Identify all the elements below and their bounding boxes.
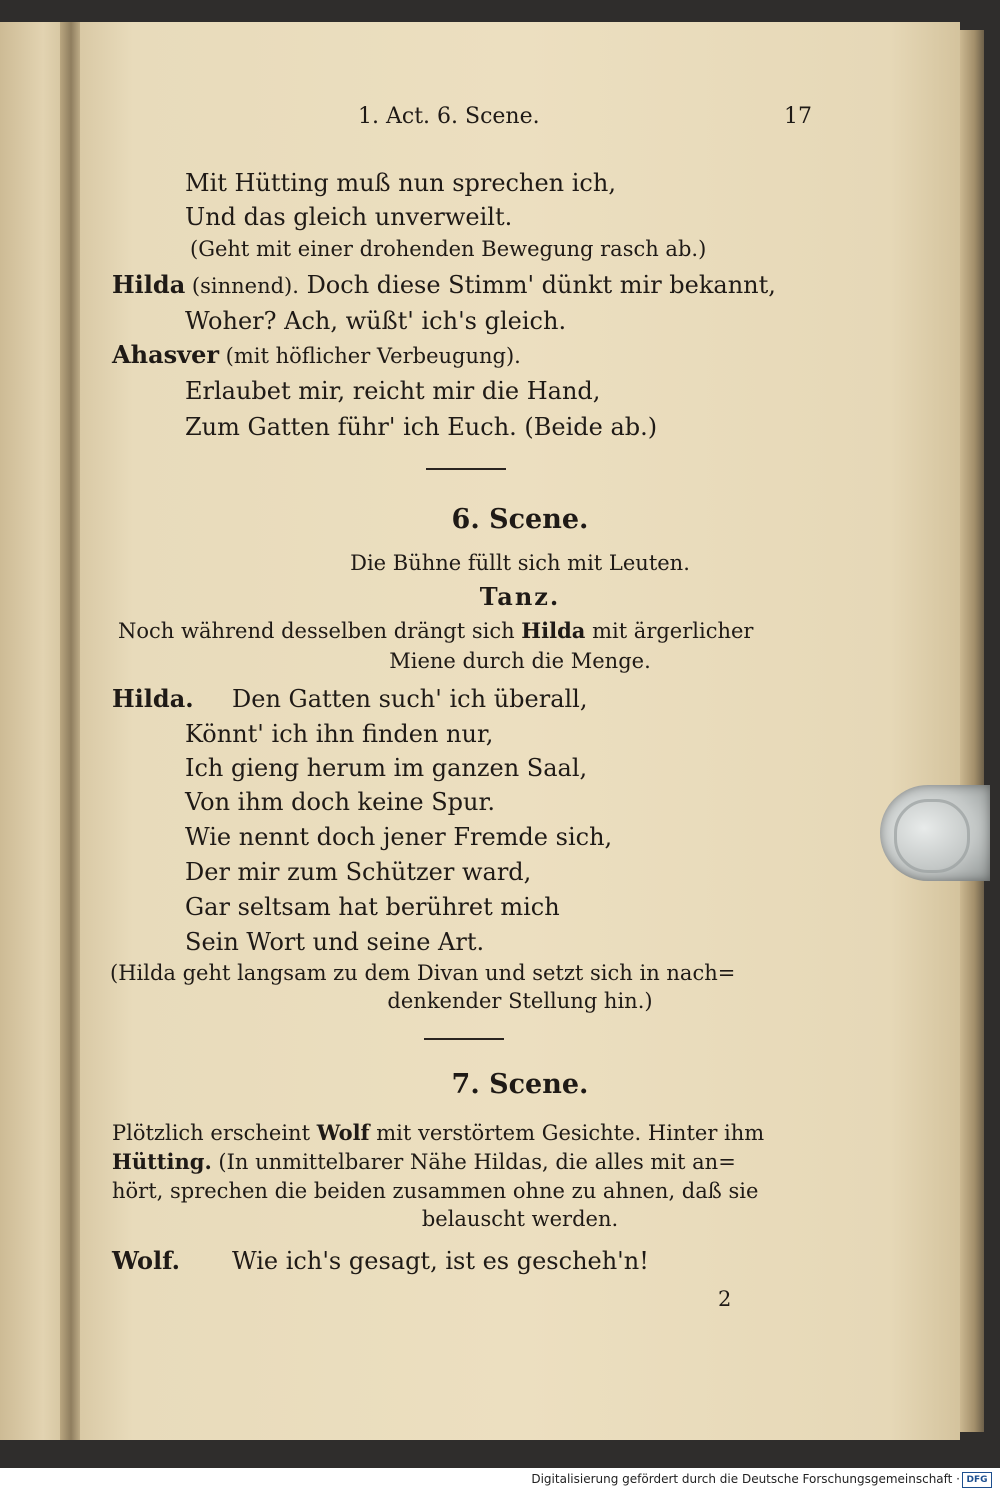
stage-direction: Die Bühne füllt sich mit Leuten. — [350, 551, 690, 575]
verse-line: Gar seltsam hat berühret mich — [185, 893, 560, 921]
stage-direction — [112, 1147, 736, 1177]
signature-mark: 2 — [718, 1287, 732, 1311]
dance-heading: Tanz. — [479, 582, 561, 611]
stage-direction: denkender Stellung hin.) — [387, 989, 653, 1013]
stage-direction — [118, 616, 753, 646]
speech-line — [112, 270, 776, 301]
direction-text: (In unmittelbarer Nähe Hildas, die alles mit an= — [211, 1150, 736, 1174]
character-name: Wolf — [316, 1120, 370, 1145]
direction-text: mit verstörtem Gesichte. Hinter ihm — [369, 1121, 765, 1145]
section-divider — [426, 468, 506, 470]
scene-heading: 6. Scene. — [451, 504, 589, 535]
stage-direction: (Geht mit einer drohenden Bewegung rasch ab.) — [190, 237, 707, 261]
verse-line: Sein Wort und seine Art. — [185, 928, 485, 956]
stage-direction — [112, 1118, 764, 1148]
section-divider — [424, 1038, 504, 1040]
stage-direction: hört, sprechen die beiden zusammen ohne zu ahnen, daß sie — [112, 1179, 759, 1203]
scene-heading: 7. Scene. — [451, 1069, 589, 1100]
verse-line: Der mir zum Schützer ward, — [185, 858, 532, 886]
speaker-name: Hilda. — [112, 684, 194, 713]
verse-line: Mit Hütting muß nun sprechen ich, — [185, 169, 616, 197]
direction-text: Noch während desselben drängt sich — [118, 619, 522, 643]
speaker-name: Hilda — [112, 270, 186, 299]
verse-line: Von ihm doch keine Spur. — [185, 788, 495, 816]
page-stack-edge — [960, 30, 984, 1432]
verse-line: Wie nennt doch jener Fremde sich, — [185, 823, 613, 851]
stage-direction: Miene durch die Menge. — [389, 649, 651, 673]
footer-credit: Digitalisierung gefördert durch die Deutsche Forschungsgemeinschaft · — [531, 1472, 960, 1486]
verse-line: Könnt' ich ihn finden nur, — [185, 720, 494, 748]
page-number: 17 — [784, 104, 812, 129]
stage-direction: belauscht werden. — [421, 1207, 619, 1231]
stage-direction: (Hilda geht langsam zu dem Divan und setzt sich in nach= — [110, 961, 736, 985]
speaker-direction: (mit höflicher Verbeugung). — [219, 344, 521, 368]
verse-line: Und das gleich unverweilt. — [185, 203, 513, 231]
speaker-name: Ahasver — [112, 340, 219, 369]
page-clip — [880, 785, 990, 881]
dfg-logo: DFG — [962, 1472, 992, 1488]
character-name: Hütting. — [112, 1149, 212, 1174]
running-title: 1. Act. 6. Scene. — [358, 104, 540, 129]
verse-text: Doch diese Stimm' dünkt mir bekannt, — [298, 271, 776, 299]
speech-line — [112, 340, 521, 371]
footer-bar — [0, 1468, 1000, 1492]
page-clip-ring — [894, 799, 970, 873]
verse-line: Erlaubet mir, reicht mir die Hand, — [185, 377, 601, 405]
verse-line: Wie ich's gesagt, ist es gescheh'n! — [232, 1247, 649, 1275]
verse-line: Ich gieng herum im ganzen Saal, — [185, 754, 588, 782]
speaker-direction: (sinnend). — [185, 274, 299, 298]
book-gutter — [60, 22, 82, 1440]
speaker-name: Wolf. — [112, 1246, 180, 1275]
direction-text: mit ärgerlicher — [585, 619, 754, 643]
direction-text: Plötzlich erscheint — [112, 1121, 317, 1145]
verse-line: Woher? Ach, wüßt' ich's gleich. — [185, 307, 567, 335]
character-name: Hilda — [521, 618, 586, 643]
verse-line: Den Gatten such' ich überall, — [232, 685, 588, 713]
verse-line: Zum Gatten führ' ich Euch. (Beide ab.) — [185, 413, 658, 441]
